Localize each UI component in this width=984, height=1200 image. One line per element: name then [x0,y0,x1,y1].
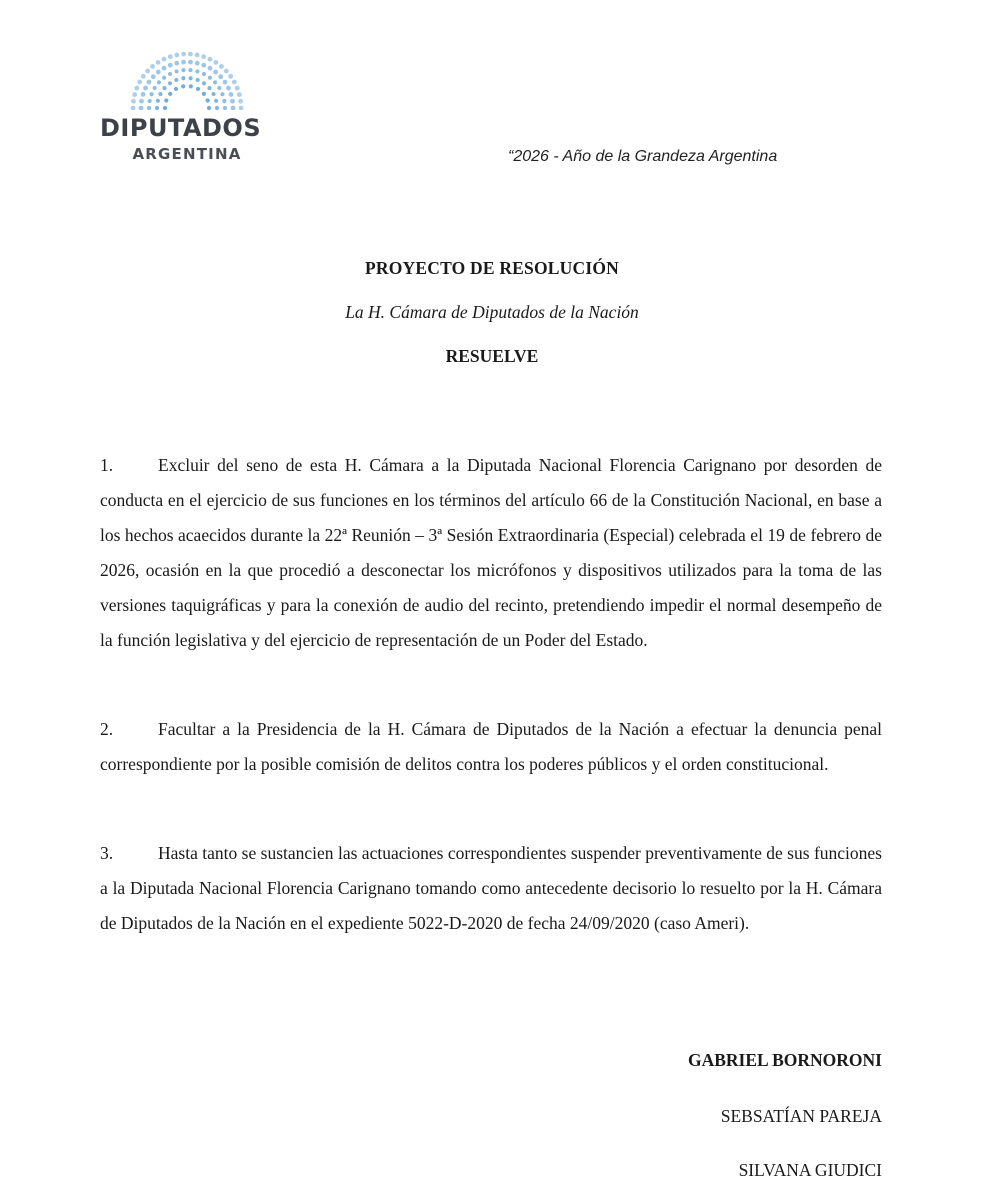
diputados-logo [100,50,275,170]
hemicycle-seat-dot [214,99,218,103]
hemicycle-seat-dot [147,106,151,110]
hemicycle-seat-dot [231,106,236,110]
hemicycle-seat-dot [202,81,206,85]
item-text: Facultar a la Presidencia de la H. Cámara de Diputados de la Nación a efectuar la denuncia penal correspondiente por la posible comisión de delitos contra los poderes públicos y el orden constitucional. [100,719,882,774]
resolution-item [100,712,882,782]
resolution-item [100,448,882,658]
hemicycle-seat-dot [175,69,179,73]
hemicycle-seat-dot [148,99,152,103]
hemicycle-seat-dot [162,57,167,62]
hemicycle-seat-dot [195,69,199,73]
hemicycle-seat-dot [147,80,152,85]
hemicycle-emblem-icon [120,50,255,110]
hemicycle-seat-dot [213,70,218,75]
hemicycle-seat-dot [162,76,166,80]
hemicycle-seat-dot [139,99,144,104]
year-motto: “2026 - Año de la Grandeza Argentina [508,148,778,165]
hemicycle-seat-dot [196,87,200,91]
hemicycle-seat-dot [168,63,173,68]
hemicycle-seat-dot [168,92,172,96]
hemicycle-seat-dot [208,57,213,62]
hemicycle-seat-dot [181,84,185,88]
hemicycle-seat-dot [141,74,146,79]
hemicycle-seat-dot [162,66,167,71]
hemicycle-seat-dot [189,84,193,88]
hemicycle-seat-dot [141,92,146,97]
hemicycle-seat-dot [150,64,155,69]
hemicycle-seat-dot [143,86,148,91]
hemicycle-seat-dot [228,74,233,79]
hemicycle-seat-dot [208,66,213,71]
hemicycle-seat-dot [201,63,206,68]
hemicycle-seat-dot [149,92,153,96]
chamber-subtitle: La H. Cámara de Diputados de la Nación [345,302,639,322]
hemicycle-seat-dot [238,99,243,104]
hemicycle-seat-dot [168,72,172,76]
hemicycle-seat-dot [215,106,219,110]
hemicycle-seat-dot [217,86,221,90]
hemicycle-seat-dot [232,80,237,85]
hemicycle-seat-dot [145,69,150,74]
hemicycle-seat-dot [153,86,157,90]
hemicycle-seat-dot [202,92,206,96]
hemicycle-seat-dot [208,76,212,80]
hemicycle-seat-dot [201,54,206,59]
hemicycle-seat-dot [229,92,234,97]
hemicycle-seat-dot [156,70,161,75]
hemicycle-seat-dot [202,72,206,76]
hemicycle-seat-dot [188,68,192,72]
hemicycle-seat-dot [156,60,161,65]
signature-name: SEBSATÍAN PAREJA [720,1106,882,1126]
hemicycle-seat-dot [168,81,172,85]
hemicycle-seat-dot [222,99,226,103]
document-title: PROYECTO DE RESOLUCIÓN [365,258,619,278]
hemicycle-seat-dot [195,61,200,66]
hemicycle-seat-dot [189,76,193,80]
hemicycle-seat-dot [139,106,144,110]
item-number: 3. [100,843,114,863]
item-text: Excluir del seno de esta H. Cámara a la Diputada Nacional Florencia Carignano por desorden de conducta en el ejercicio de sus funciones en los términos del artículo 66 de la Constitución Nacional, en base a los hechos acaecidos durante la 22ª Reunión – 3ª Sesión Extraordinaria (Especial) celebrada el 19 de febrero de 2026, ocasión en la que procedió a desconectar los micrófonos y dispositivos utilizados para la toma de las versiones taquigráficas y para la conexión de audio del recinto, pretendiendo impedir el normal desempeño de la función legislativa y del ejercicio de representación de un Poder del Estado. [100,455,882,650]
hemicycle-seat-dot [224,69,229,74]
hemicycle-seat-dot [181,60,186,65]
hemicycle-seat-dot [188,52,193,57]
hemicycle-seat-dot [181,68,185,72]
hemicycle-seat-dot [131,106,136,110]
hemicycle-seat-dot [206,98,210,102]
hemicycle-seat-dot [207,86,211,90]
hemicycle-seat-dot [223,80,228,85]
resolve-heading: RESUELVE [445,346,539,366]
hemicycle-seat-dot [174,78,178,82]
hemicycle-seat-dot [164,98,168,102]
hemicycle-seat-dot [137,80,142,85]
item-number: 2. [100,719,114,739]
hemicycle-seat-dot [157,80,161,84]
signature-name: GABRIEL BORNORONI [688,1050,882,1070]
hemicycle-seat-dot [218,74,223,79]
signature-name: SILVANA GIUDICI [738,1160,882,1180]
hemicycle-seat-dot [132,92,137,97]
hemicycle-seat-dot [162,86,166,90]
hemicycle-seat-dot [134,86,139,91]
hemicycle-seat-dot [174,53,179,58]
hemicycle-seat-dot [211,92,215,96]
hemicycle-seat-dot [235,86,240,91]
hemicycle-seat-dot [226,86,231,91]
hemicycle-seat-dot [181,52,186,57]
hemicycle-seat-dot [131,99,136,104]
hemicycle-seat-dot [196,78,200,82]
hemicycle-seat-dot [156,99,160,103]
hemicycle-seat-dot [174,61,179,66]
hemicycle-seat-dot [219,64,224,69]
hemicycle-seat-dot [163,106,167,110]
hemicycle-seat-dot [155,106,159,110]
logo-wordmark: DIPUTADOS [100,114,262,142]
hemicycle-seat-dot [168,54,173,59]
hemicycle-seat-dot [230,99,235,104]
hemicycle-seat-dot [239,106,244,110]
item-text: Hasta tanto se sustancien las actuaciones correspondientes suspender preventivamente de sus funciones a la Diputada Nacional Florencia Carignano tomando como antecedente decisorio lo resuelto por la H. Cámara de Diputados de la Nación en el expediente 5022-D-2020 de fecha 24/09/2020 (caso Ameri). [100,843,882,933]
hemicycle-seat-dot [151,74,156,79]
hemicycle-seat-dot [174,87,178,91]
hemicycle-seat-dot [220,92,224,96]
hemicycle-seat-dot [214,60,219,65]
resolution-item [100,836,882,941]
hemicycle-seat-dot [237,92,242,97]
hemicycle-seat-dot [181,76,185,80]
hemicycle-seat-dot [195,53,200,58]
hemicycle-seat-dot [207,106,211,110]
hemicycle-seat-dot [223,106,227,110]
logo-subtitle: ARGENTINA [132,145,242,163]
hemicycle-seat-dot [213,80,217,84]
hemicycle-seat-dot [188,60,193,65]
item-number: 1. [100,455,114,475]
hemicycle-seat-dot [158,92,162,96]
